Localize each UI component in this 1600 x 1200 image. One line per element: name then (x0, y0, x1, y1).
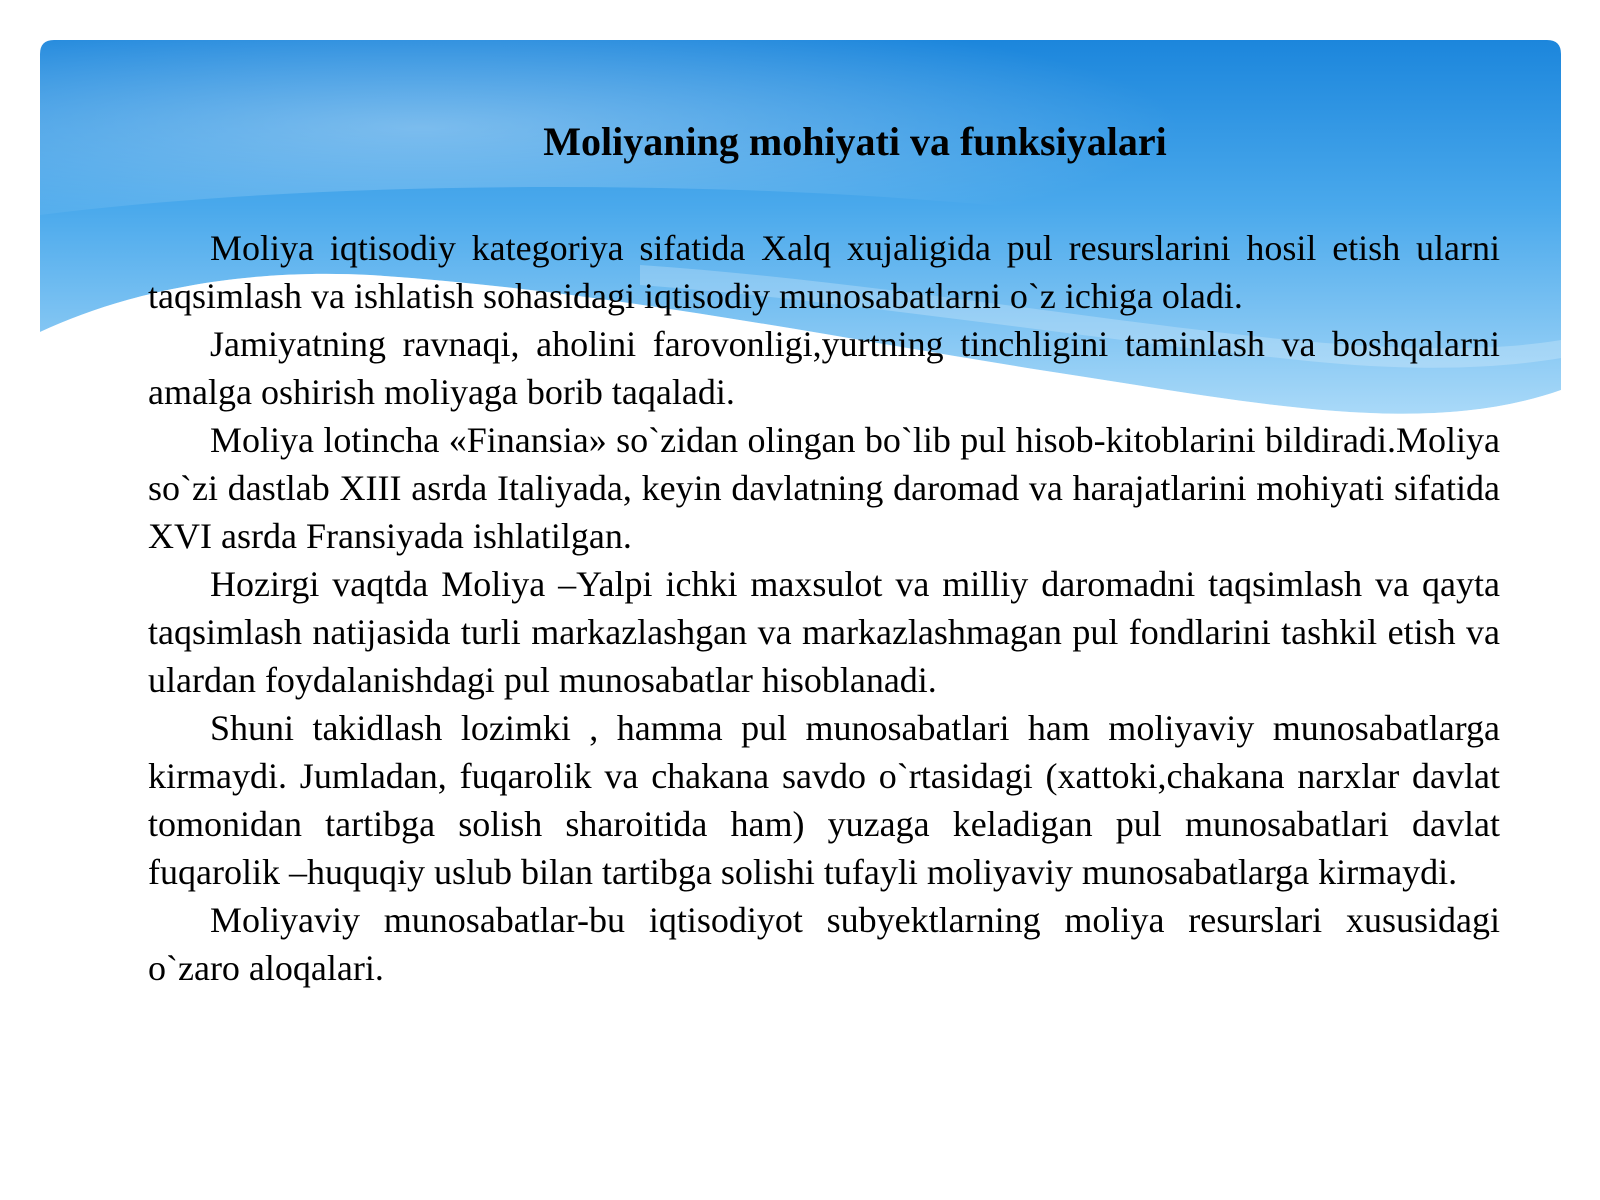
paragraph: Moliya iqtisodiy kategoriya sifatida Xalq xujaligida pul resurslarini hosil etish ularni taqsimlash va ishlatish sohasidagi iqtisodiy munosabatlarni o`z ichiga oladi. (148, 228, 1500, 316)
paragraph: Moliyaviy munosabatlar-bu iqtisodiyot subyektlarning moliya resurslari xususidagi o`zaro aloqalari. (148, 900, 1500, 988)
paragraph: Shuni takidlash lozimki , hamma pul munosabatlari ham moliyaviy munosabatlarga kirmaydi. Jumladan, fuqarolik va chakana savdo o`rtasidagi (xattoki,chakana narxlar davlat tomonidan tartibga solish sharoitida ham) yuzaga keladigan pul munosabatlari davlat fuqarolik –huquqiy uslub bilan tartibga solishi tufayli moliyaviy munosabatlarga kirmaydi. (148, 708, 1500, 892)
body-text (148, 224, 1500, 992)
paragraph: Moliya lotincha «Finansia» so`zidan olingan bo`lib pul hisob-kitoblarini bildiradi.Moliya so`zi dastlab XIII asrda Italiyada, keyin davlatning daromad va harajatlarini mohiyati sifatida XVI asrda Fransiyada ishlatilgan. (148, 420, 1500, 556)
slide-title: Moliyaning mohiyati va funksiyalari (543, 119, 1167, 164)
paragraph: Hozirgi vaqtda Moliya –Yalpi ichki maxsulot va milliy daromadni taqsimlash va qayta taqsimlash natijasida turli markazlashgan va markazlashmagan pul fondlarini tashkil etish va ulardan foydalanishdagi pul munosabatlar hisoblanadi. (148, 564, 1500, 700)
paragraph: Jamiyatning ravnaqi, aholini farovonligi,yurtning tinchligini taminlash va boshqalarni amalga oshirish moliyaga borib taqaladi. (148, 324, 1500, 412)
